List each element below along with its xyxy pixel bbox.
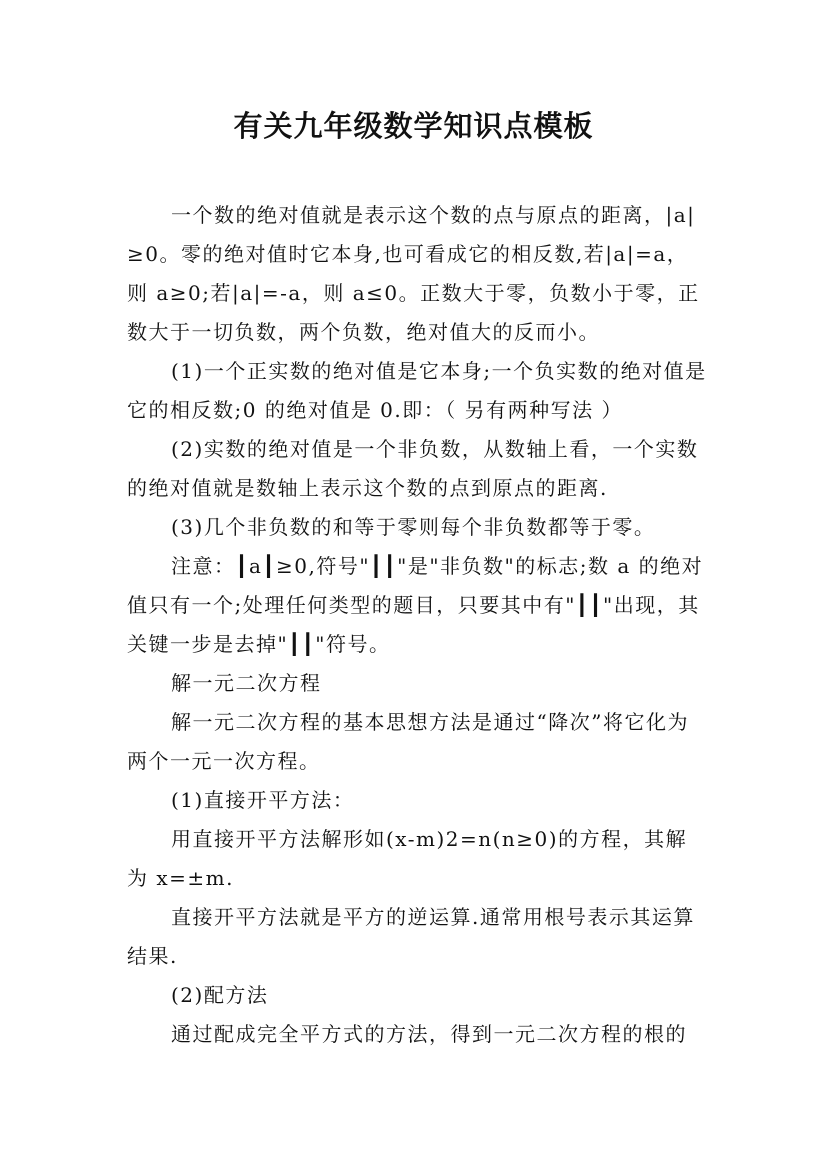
paragraph-direct-root-form: 用直接开平方法解形如(x-m)2=n(n≥0)的方程，其解为 x=±m. bbox=[127, 827, 688, 890]
document-body bbox=[127, 196, 707, 1054]
subheading-completing-square: (2)配方法 bbox=[171, 983, 269, 1007]
paragraph-completing-square: 通过配成完全平方式的方法，得到一元二次方程的根的 bbox=[171, 1022, 687, 1046]
subheading-direct-root: (1)直接开平方法： bbox=[171, 788, 355, 812]
paragraph-point-2: (2)实数的绝对值是一个非负数，从数轴上看，一个实数的绝对值就是数轴上表示这个数的点到原点的距离. bbox=[127, 437, 699, 500]
paragraph-direct-root-note: 直接开平方法就是平方的逆运算.通常用根号表示其运算结果. bbox=[127, 905, 695, 968]
paragraph-point-1: (1)一个正实数的绝对值是它本身;一个负实数的绝对值是它的相反数;0 的绝对值是 0.即：（ 另有两种写法 ） bbox=[127, 359, 707, 422]
paragraph-quadratic-idea: 解一元二次方程的基本思想方法是通过“降次”将它化为两个一元一次方程。 bbox=[127, 710, 689, 773]
section-heading-quadratic: 解一元二次方程 bbox=[171, 671, 322, 695]
paragraph-note: 注意：┃a┃≥0,符号"┃┃"是"非负数"的标志;数 a 的绝对值只有一个;处理任何类型的题目，只要其中有"┃┃"出现，其关键一步是去掉"┃┃"符号。 bbox=[127, 554, 704, 656]
paragraph-point-3: (3)几个非负数的和等于零则每个非负数都等于零。 bbox=[171, 515, 656, 539]
document-title: 有关九年级数学知识点模板 bbox=[233, 109, 594, 143]
paragraph-absolute-value-definition: 一个数的绝对值就是表示这个数的点与原点的距离，|a|≥0。零的绝对值时它本身,也可看成它的相反数,若|a|=a，则 a≥0;若|a|=-a，则 a≤0。正数大于零，负数小于零，正数大于一切负数，两个负数，绝对值大的反而小。 bbox=[127, 203, 700, 344]
